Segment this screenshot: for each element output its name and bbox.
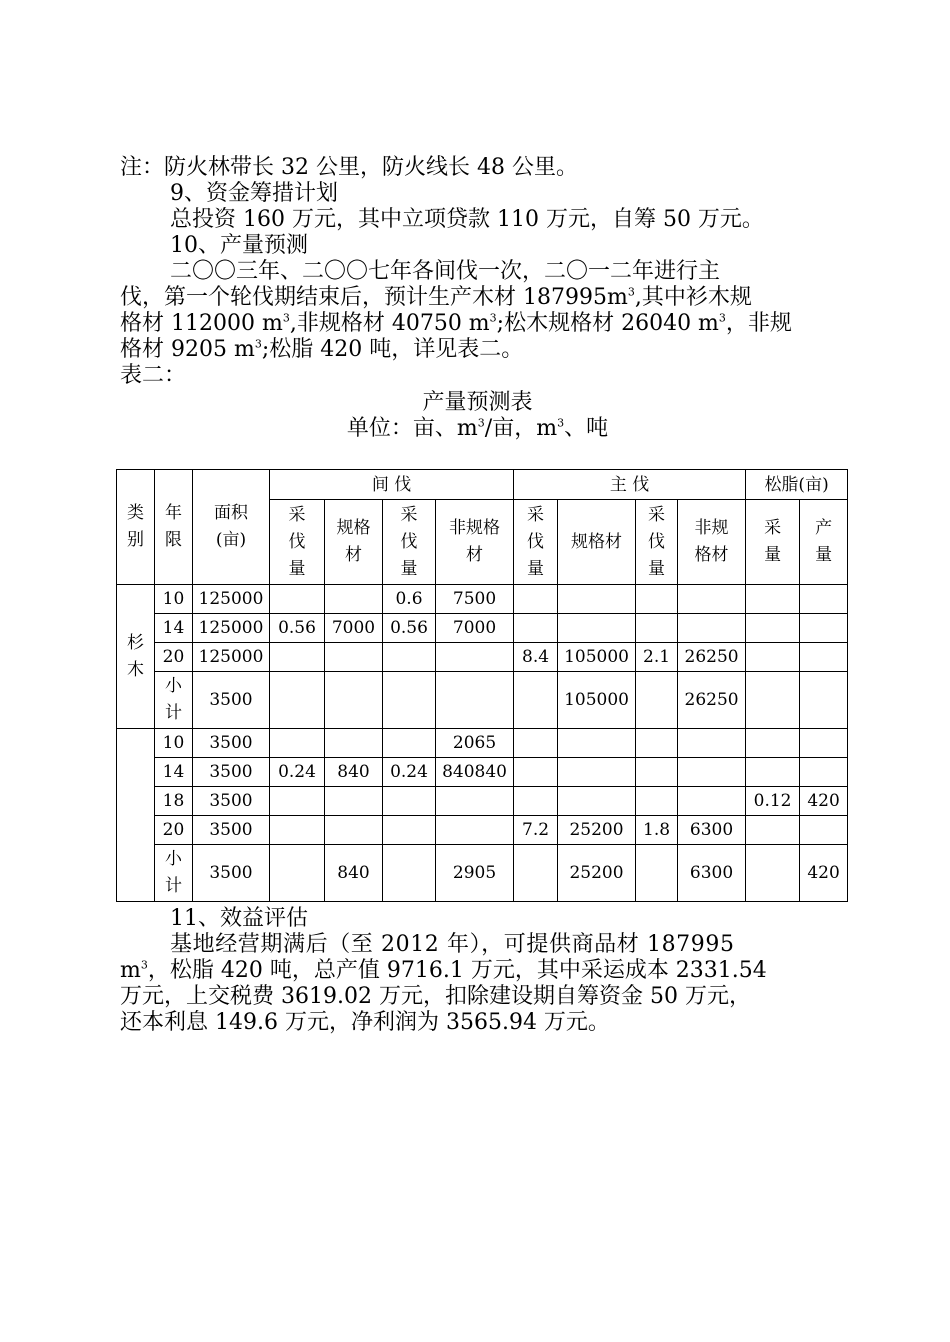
- fir-cell: [636, 585, 678, 614]
- fir-cell: [800, 672, 848, 729]
- pine-cell: [514, 845, 558, 902]
- table-label: 表二：: [120, 363, 187, 388]
- fir-cell: 20: [155, 643, 193, 672]
- pine-cell: [383, 845, 436, 902]
- production-forecast-table: [116, 469, 848, 902]
- fir-cell: [325, 585, 383, 614]
- fir-cell: 125000: [193, 643, 270, 672]
- pine-cell: 3500: [193, 816, 270, 845]
- pine-cell: [270, 787, 325, 816]
- fir-cell: 125000: [193, 614, 270, 643]
- fir-cell: 0.6: [383, 585, 436, 614]
- pine-cell: [383, 729, 436, 758]
- fir-cell: 105000: [558, 672, 636, 729]
- section-heading-11: 11、效益评估: [170, 906, 308, 931]
- pine-cell: [514, 729, 558, 758]
- pine-cell: 6300: [678, 816, 746, 845]
- paragraph-output-line2: 伐，第一个轮伐期结束后，预计生产木材 $187995m^3$,其中衫木规: [120, 285, 752, 310]
- pine-cell: [270, 816, 325, 845]
- pine-row: [117, 729, 848, 758]
- fir-category-cell: 杉木: [117, 585, 155, 729]
- header-row-1: [117, 470, 848, 500]
- fir-cell: 2.1: [636, 643, 678, 672]
- pine-cell: [325, 729, 383, 758]
- pine-cell: 0.12: [746, 787, 800, 816]
- fir-row: [117, 672, 848, 729]
- fir-cell: 26250: [678, 643, 746, 672]
- pine-cell: 0.24: [270, 758, 325, 787]
- fir-cell: [436, 643, 514, 672]
- header-tap-volume: 采量: [746, 500, 800, 585]
- paragraph-output-line1: 二〇〇三年、二〇〇七年各间伐一次，二〇一二年进行主: [170, 259, 721, 284]
- pine-cell: [325, 816, 383, 845]
- pine-cell: 2905: [436, 845, 514, 902]
- pine-cell: 3500: [193, 729, 270, 758]
- fir-cell: [325, 672, 383, 729]
- header-main-spec-timber: 规格材: [558, 500, 636, 585]
- fir-cell: [746, 672, 800, 729]
- paragraph-output-line3: 格材 112000 $m^3$,非规格材 40750 $m^3$;松木规格材 26040 $m^3$，非规: [120, 311, 792, 336]
- pine-cell: 3500: [193, 787, 270, 816]
- pine-cell: [636, 758, 678, 787]
- header-thin-spec-timber: 规格材: [325, 500, 383, 585]
- pine-cell: [678, 758, 746, 787]
- fir-cell: [678, 614, 746, 643]
- pine-row: [117, 758, 848, 787]
- pine-cell: 3500: [193, 758, 270, 787]
- pine-cell: [800, 729, 848, 758]
- header-thin-nonspec-timber: 非规格材: [436, 500, 514, 585]
- fir-cell: 10: [155, 585, 193, 614]
- pine-cell: [800, 758, 848, 787]
- pine-cell: [325, 787, 383, 816]
- pine-row: [117, 845, 848, 902]
- pine-cell: [514, 758, 558, 787]
- pine-cell: 6300: [678, 845, 746, 902]
- pine-cell: 420: [800, 845, 848, 902]
- fir-row: [117, 614, 848, 643]
- fir-cell: 7000: [436, 614, 514, 643]
- fir-cell: [270, 672, 325, 729]
- pine-cell: [558, 787, 636, 816]
- header-main-cut-volume-2: 采伐量: [636, 500, 678, 585]
- note-line: 注：防火林带长 32 公里，防火线长 48 公里。: [120, 155, 578, 180]
- fir-cell: 8.4: [514, 643, 558, 672]
- fir-cell: [800, 643, 848, 672]
- fir-cell: [746, 585, 800, 614]
- header-resin: 松脂(亩): [746, 470, 848, 500]
- fir-cell: 小计: [155, 672, 193, 729]
- pine-cell: 18: [155, 787, 193, 816]
- pine-cell: 840: [325, 758, 383, 787]
- header-main-nonspec-timber: 非规格材: [678, 500, 746, 585]
- pine-cell: 25200: [558, 845, 636, 902]
- pine-cell: 25200: [558, 816, 636, 845]
- fir-cell: [325, 643, 383, 672]
- pine-cell: 20: [155, 816, 193, 845]
- section-heading-10: 10、产量预测: [170, 233, 308, 258]
- fir-cell: [383, 643, 436, 672]
- fir-cell: [636, 614, 678, 643]
- fir-cell: [746, 614, 800, 643]
- fir-cell: [678, 585, 746, 614]
- fir-cell: [800, 614, 848, 643]
- pine-cell: [436, 787, 514, 816]
- fir-cell: 14: [155, 614, 193, 643]
- fir-cell: [558, 614, 636, 643]
- paragraph-funding: 总投资 160 万元，其中立项贷款 110 万元，自筹 50 万元。: [170, 207, 764, 232]
- pine-cell: 1.8: [636, 816, 678, 845]
- fir-row: [117, 643, 848, 672]
- pine-cell: [636, 845, 678, 902]
- table-title: 产量预测表: [422, 390, 533, 415]
- pine-cell: 0.24: [383, 758, 436, 787]
- fir-cell: [514, 672, 558, 729]
- pine-row: [117, 816, 848, 845]
- pine-cell: [746, 758, 800, 787]
- fir-cell: 7500: [436, 585, 514, 614]
- fir-cell: [558, 585, 636, 614]
- pine-cell: 小计: [155, 845, 193, 902]
- fir-cell: [514, 614, 558, 643]
- fir-cell: [636, 672, 678, 729]
- pine-cell: [800, 816, 848, 845]
- pine-cell: 420: [800, 787, 848, 816]
- pine-cell: 3500: [193, 845, 270, 902]
- fir-cell: [514, 585, 558, 614]
- fir-cell: [746, 643, 800, 672]
- header-years: 年限: [155, 470, 193, 585]
- pine-row: [117, 787, 848, 816]
- benefit-section: [120, 906, 835, 1036]
- pine-cell: [558, 758, 636, 787]
- table-unit: 单位：亩、$m^3/$亩，$m^3$、吨: [346, 416, 609, 441]
- pine-category-cell: [117, 729, 155, 902]
- fir-cell: 7000: [325, 614, 383, 643]
- pine-cell: [746, 729, 800, 758]
- fir-section: [117, 585, 848, 729]
- document-body: [120, 155, 835, 443]
- paragraph-output-line4: 格材 9205 $m^3$;松脂 420 吨，详见表二。: [120, 337, 524, 362]
- pine-cell: [436, 816, 514, 845]
- paragraph-benefit-line4: 还本利息 149.6 万元，净利润为 3565.94 万元。: [120, 1010, 610, 1035]
- pine-cell: [383, 816, 436, 845]
- pine-cell: 14: [155, 758, 193, 787]
- pine-cell: [746, 845, 800, 902]
- pine-cell: [514, 787, 558, 816]
- pine-cell: [636, 729, 678, 758]
- paragraph-benefit-line1: 基地经营期满后（至 2012 年），可提供商品材 187995: [170, 932, 735, 957]
- pine-cell: [746, 816, 800, 845]
- pine-cell: 10: [155, 729, 193, 758]
- pine-cell: [383, 787, 436, 816]
- paragraph-benefit-line2: $m^3$，松脂 420 吨，总产值 9716.1 万元，其中采运成本 2331.54: [120, 958, 767, 983]
- header-output: 产量: [800, 500, 848, 585]
- pine-cell: [558, 729, 636, 758]
- fir-cell: 105000: [558, 643, 636, 672]
- pine-cell: [678, 787, 746, 816]
- fir-cell: 0.56: [383, 614, 436, 643]
- header-category: 类别: [117, 470, 155, 585]
- fir-cell: 26250: [678, 672, 746, 729]
- header-area: 面积(亩): [193, 470, 270, 585]
- pine-cell: [270, 729, 325, 758]
- section-heading-9: 9、资金筹措计划: [170, 181, 338, 206]
- fir-cell: [270, 643, 325, 672]
- pine-cell: 7.2: [514, 816, 558, 845]
- header-thin-cut-volume: 采伐量: [270, 500, 325, 585]
- fir-cell: [436, 672, 514, 729]
- fir-cell: 125000: [193, 585, 270, 614]
- paragraph-benefit-line3: 万元，上交税费 3619.02 万元，扣除建设期自筹资金 50 万元，: [120, 984, 751, 1009]
- header-thinning: 间 伐: [270, 470, 514, 500]
- header-main-cut: 主 伐: [514, 470, 746, 500]
- pine-cell: 840840: [436, 758, 514, 787]
- pine-cell: 840: [325, 845, 383, 902]
- header-main-cut-volume: 采伐量: [514, 500, 558, 585]
- pine-cell: [678, 729, 746, 758]
- pine-cell: 2065: [436, 729, 514, 758]
- fir-cell: [270, 585, 325, 614]
- fir-cell: 3500: [193, 672, 270, 729]
- fir-cell: 0.56: [270, 614, 325, 643]
- fir-cell: [800, 585, 848, 614]
- fir-cell: [383, 672, 436, 729]
- fir-row: [117, 585, 848, 614]
- header-thin-cut-volume-2: 采伐量: [383, 500, 436, 585]
- pine-cell: [270, 845, 325, 902]
- pine-section: [117, 729, 848, 902]
- pine-cell: [636, 787, 678, 816]
